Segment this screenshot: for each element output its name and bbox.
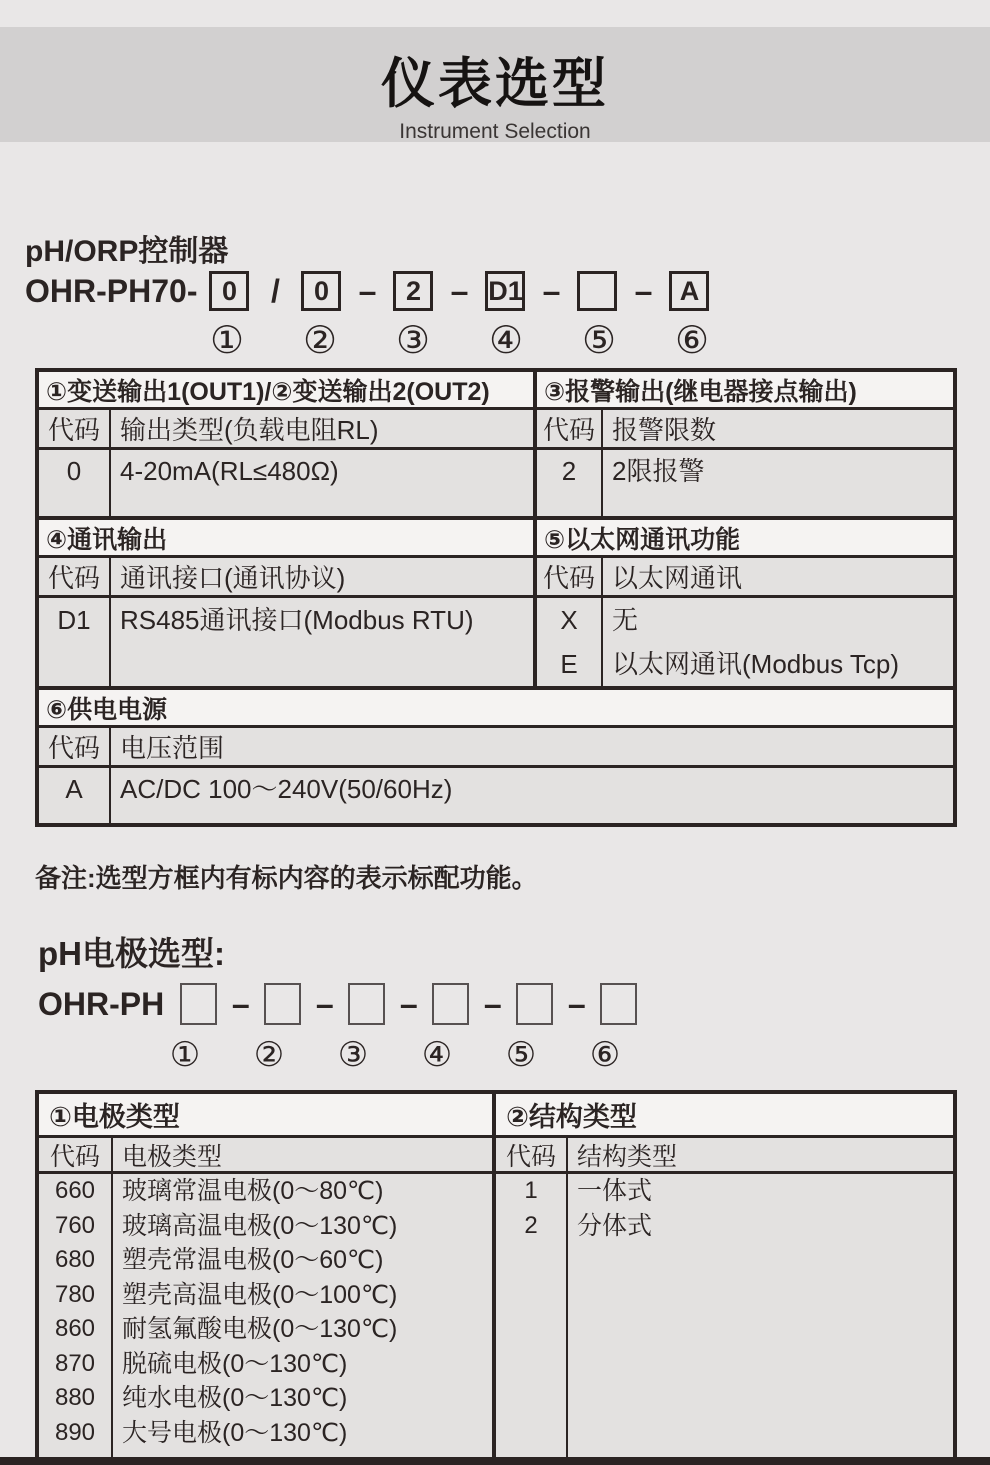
- data-area: [39, 1174, 492, 1460]
- code-value: 760: [54, 1211, 96, 1239]
- desc-value: 塑壳常温电极(0～60℃): [122, 1246, 384, 1274]
- desc-column: [113, 1174, 492, 1460]
- data-area: [39, 598, 533, 686]
- panel-alarm-output: [537, 372, 953, 516]
- controller-selection-table: [35, 368, 957, 827]
- model-code-box-3: 2: [393, 271, 433, 311]
- model-code-box-5: [577, 271, 617, 311]
- model-prefix: OHR-PH70-: [25, 272, 198, 309]
- position-label-2: ②: [253, 1036, 285, 1074]
- desc-value: 玻璃常温电极(0～80℃): [122, 1177, 384, 1205]
- section-power-supply: [39, 690, 953, 823]
- dash-separator: –: [567, 985, 586, 1022]
- code-column-header: 代码: [39, 728, 111, 765]
- desc-column: [111, 598, 533, 686]
- section-electrode-structure: [39, 1094, 953, 1460]
- dash-separator: –: [358, 272, 377, 309]
- desc-value: 一体式: [577, 1177, 653, 1205]
- position-label-1: ①: [169, 1036, 201, 1074]
- electrode-selection-table: [35, 1090, 957, 1465]
- page-title: 仪表选型: [381, 54, 609, 114]
- data-area: [496, 1174, 953, 1460]
- desc-value: 玻璃高温电极(0～130℃): [122, 1211, 398, 1240]
- data-area: [537, 598, 953, 686]
- panel-electrode-type: [39, 1094, 496, 1460]
- page-subtitle: Instrument Selection: [399, 120, 591, 143]
- slash-separator: /: [271, 272, 280, 309]
- controller-model-code: [25, 268, 709, 314]
- desc-column-header: 报警限数: [612, 415, 717, 445]
- code-column: [39, 1174, 113, 1460]
- code-column: [39, 768, 111, 823]
- position-label-5: ⑤: [581, 320, 617, 362]
- code-value: X: [560, 605, 578, 635]
- code-value: D1: [57, 605, 91, 635]
- position-label-3: ③: [337, 1036, 369, 1074]
- code-column: [39, 598, 111, 686]
- desc-column-header: 通讯接口(通讯协议): [120, 563, 346, 593]
- data-area: [39, 768, 953, 823]
- code-column-header: 代码: [39, 558, 111, 595]
- controller-heading: pH/ORP控制器: [25, 235, 229, 268]
- column-header-row: [496, 1138, 953, 1174]
- code-value: E: [560, 649, 578, 679]
- model-prefix: OHR-PH: [38, 985, 165, 1022]
- data-area: [537, 450, 953, 516]
- code-value: 660: [54, 1177, 96, 1204]
- note-text: 备注:选型方框内有标内容的表示标配功能。: [35, 863, 538, 893]
- desc-value: 纯水电极(0～130℃): [122, 1384, 348, 1412]
- code-value: 860: [54, 1315, 96, 1342]
- desc-value: 脱硫电极(0～130℃): [122, 1349, 348, 1378]
- position-label-3: ③: [395, 320, 431, 362]
- column-header-row: [537, 558, 953, 598]
- model-code-box-6: A: [669, 271, 709, 311]
- dash-separator: –: [315, 985, 334, 1022]
- position-label-4: ④: [421, 1036, 453, 1074]
- panel-ethernet-function: [537, 520, 953, 686]
- desc-value: 塑壳高温电极(0～100℃): [122, 1280, 398, 1309]
- desc-column-header: 电极类型: [122, 1142, 223, 1171]
- footer-bar: [0, 1457, 990, 1465]
- data-area: [39, 450, 533, 516]
- column-header-row: [39, 1138, 492, 1174]
- desc-column-header: 电压范围: [120, 733, 225, 763]
- code-column: [537, 598, 603, 686]
- position-label-4: ④: [488, 320, 524, 362]
- code-column-header: 代码: [537, 410, 603, 447]
- code-column-header: 代码: [496, 1138, 568, 1171]
- desc-value: 以太网通讯(Modbus Tcp): [612, 649, 900, 679]
- column-header-row: [39, 728, 953, 768]
- model-code-box-2: 0: [301, 271, 341, 311]
- code-column: [496, 1174, 568, 1460]
- code-value: 780: [54, 1280, 96, 1308]
- desc-value: 4-20mA(RL≤480Ω): [120, 456, 339, 486]
- position-label-5: ⑤: [505, 1036, 537, 1074]
- code-value: 1: [524, 1177, 538, 1204]
- electrode-position-labels: [38, 1038, 622, 1072]
- code-value: 0: [66, 456, 82, 486]
- electrode-code-box-5: [516, 983, 553, 1025]
- position-label-6: ⑥: [674, 320, 710, 362]
- dash-separator: –: [450, 272, 469, 309]
- panel-title: ④通讯输出: [39, 520, 533, 558]
- code-value: 880: [54, 1384, 96, 1411]
- panel-title: ①电极类型: [39, 1094, 492, 1138]
- code-value: 2: [561, 456, 577, 486]
- desc-value: 无: [612, 605, 639, 635]
- model-code-box-4: D1: [485, 271, 525, 311]
- panel-power-supply: [39, 690, 953, 823]
- panel-transmit-output: [39, 372, 537, 516]
- code-column-header: 代码: [39, 1138, 113, 1171]
- panel-structure-type: [496, 1094, 953, 1460]
- dash-separator: –: [399, 985, 418, 1022]
- code-column-header: 代码: [537, 558, 603, 595]
- desc-value: RS485通讯接口(Modbus RTU): [120, 605, 474, 635]
- panel-title: ⑥供电电源: [39, 690, 953, 728]
- panel-title: ⑤以太网通讯功能: [537, 520, 953, 558]
- electrode-code-box-4: [432, 983, 469, 1025]
- panel-title: ①变送输出1(OUT1)/②变送输出2(OUT2): [39, 372, 533, 410]
- dash-separator: –: [542, 272, 561, 309]
- desc-column: [568, 1174, 953, 1460]
- panel-communication-output: [39, 520, 537, 686]
- electrode-code-box-2: [264, 983, 301, 1025]
- desc-column: [603, 450, 953, 516]
- position-label-2: ②: [302, 320, 338, 362]
- desc-value: AC/DC 100～240V(50/60Hz): [120, 774, 453, 804]
- desc-column: [603, 598, 953, 686]
- desc-column: [111, 768, 953, 823]
- code-value: 870: [54, 1349, 96, 1377]
- code-column-header: 代码: [39, 410, 111, 447]
- electrode-code-box-6: [600, 983, 637, 1025]
- code-value: 2: [524, 1211, 538, 1239]
- desc-value: 大号电极(0～130℃): [122, 1418, 348, 1447]
- desc-value: 分体式: [577, 1211, 653, 1240]
- code-column: [537, 450, 603, 516]
- column-header-row: [537, 410, 953, 450]
- electrode-code-box-3: [348, 983, 385, 1025]
- desc-column-header: 结构类型: [577, 1142, 678, 1171]
- electrode-code-box-1: [180, 983, 217, 1025]
- code-column: [39, 450, 111, 516]
- electrode-model-code: [38, 981, 637, 1027]
- section-communication-ethernet: [39, 520, 953, 686]
- dash-separator: –: [231, 985, 250, 1022]
- column-header-row: [39, 558, 533, 598]
- controller-position-labels: [25, 322, 711, 360]
- desc-value: 耐氢氟酸电极(0～130℃): [122, 1315, 398, 1343]
- panel-title: ②结构类型: [496, 1094, 953, 1138]
- dash-separator: –: [634, 272, 653, 309]
- dash-separator: –: [483, 985, 502, 1022]
- title-banner: [0, 27, 990, 142]
- desc-value: 2限报警: [612, 456, 705, 486]
- code-value: A: [65, 774, 83, 804]
- column-header-row: [39, 410, 533, 450]
- model-code-box-1: 0: [209, 271, 249, 311]
- desc-column-header: 以太网通讯: [612, 563, 743, 593]
- code-value: 890: [54, 1418, 96, 1446]
- electrode-heading: pH电极选型:: [38, 935, 225, 972]
- position-label-6: ⑥: [589, 1036, 621, 1074]
- code-value: 680: [54, 1246, 96, 1273]
- panel-title: ③报警输出(继电器接点输出): [537, 372, 953, 410]
- desc-column-header: 输出类型(负载电阻RL): [120, 415, 379, 445]
- desc-column: [111, 450, 533, 516]
- section-transmit-alarm: [39, 372, 953, 516]
- position-label-1: ①: [209, 320, 245, 362]
